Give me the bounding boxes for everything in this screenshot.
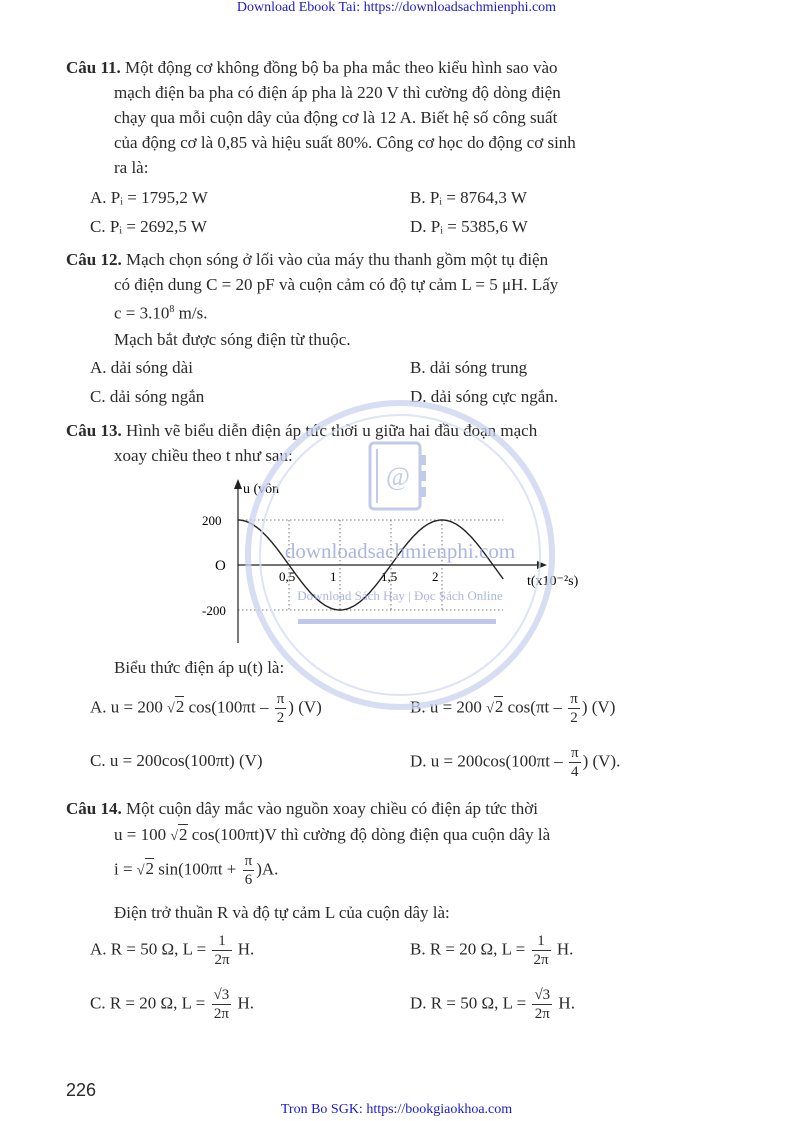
q14-line2-pre: u = 100 (114, 825, 171, 844)
page-number: 226 (66, 1080, 97, 1100)
q13-line2: xoay chiều theo t như sau: (114, 446, 293, 465)
y-tick-label-1: -200 (202, 603, 226, 618)
q14-line3-post: )A. (256, 859, 279, 879)
q11-label: Câu 11. (66, 58, 121, 77)
voltage-time-chart (195, 475, 615, 650)
q14-line2-sqrt-sign: √ (170, 829, 179, 844)
q13-d-frac (569, 744, 581, 781)
q13-d-den: 4 (571, 764, 579, 780)
q14-b-frac (532, 932, 551, 969)
q14-option-c (90, 986, 254, 1023)
q14-line3 (114, 852, 278, 889)
q13-b-mid: cos(πt – (503, 697, 567, 717)
q13-b-frac (568, 690, 580, 727)
q12-line3-b: m/s. (174, 303, 208, 323)
q12-line3-sup: 8 (169, 304, 175, 315)
q13-b-den: 2 (570, 710, 578, 726)
q14-a-pre: A. R = 50 Ω, L = (90, 939, 211, 959)
q14-c-num: √3 (213, 987, 230, 1003)
q13-a-pre: A. u = 200 (90, 697, 168, 717)
q13-d-num: π (571, 745, 579, 761)
q14-c-pre: C. R = 20 Ω, L = (90, 993, 210, 1013)
q13-line1 (66, 418, 537, 443)
q14-line4: Điện trở thuần R và độ tự cảm L của cuộn dây là: (114, 903, 450, 922)
q14-d-den: 2π (534, 1006, 550, 1022)
q11-line3: chạy qua mỗi cuộn dây của động cơ là 12 A. Biết hệ số công suất (114, 108, 558, 127)
q11-line1 (66, 55, 558, 80)
y-axis-arrow (234, 479, 242, 489)
q13-option-c: C. u = 200cos(100πt) (V) (90, 751, 263, 770)
q13-a-num: π (276, 691, 285, 707)
x-tick-label-2: 1,5 (381, 569, 398, 584)
q11-option-d: D. Pᵢ = 5385,6 W (410, 217, 528, 236)
q14-c-post: H. (233, 993, 255, 1013)
q14-b-pre: B. R = 20 Ω, L = (410, 939, 530, 959)
x-tick-label-0: 0,5 (279, 569, 296, 584)
q14-b-den: 2π (533, 952, 549, 968)
q14-c-den: 2π (213, 1006, 229, 1022)
q13-text1: Hình vẽ biểu diễn điện áp tức thời u giữa hai đầu đoạn mạch (125, 421, 538, 440)
q14-line2 (114, 822, 550, 849)
q11-line2: mạch điện ba pha có điện áp pha là 220 V thì cường độ dòng điện (114, 83, 561, 102)
q12-text1: Mạch chọn sóng ở lối vào của máy thu thanh gồm một tụ điện (125, 250, 549, 269)
q11-option-c: C. Pᵢ = 2692,5 W (90, 217, 207, 236)
x-tick-label-1: 1 (330, 569, 337, 584)
q14-text1: Một cuộn dây mắc vào nguồn xoay chiều có điện áp tức thời (125, 799, 538, 818)
q14-a-frac (212, 932, 231, 969)
q13-b-sqrt: 2 (494, 697, 504, 717)
q12-line3-a: c = 3.10 (114, 303, 170, 323)
q13-line3: Biểu thức điện áp u(t) là: (114, 658, 285, 677)
q14-b-num: 1 (532, 932, 551, 951)
q13-d-post: ) (V). (582, 751, 621, 771)
q12-line2: có điện dung C = 20 pF và cuộn cảm có độ tự cảm L = 5 μH. Lấy (114, 275, 559, 294)
q13-b-num: π (570, 691, 578, 707)
q14-a-den: 2π (214, 952, 230, 968)
q13-b-sqrt-sign: √ (486, 701, 494, 717)
footer-link[interactable]: Tron Bo SGK: https://bookgiaokhoa.com (280, 1102, 513, 1117)
q12-line3 (114, 297, 207, 326)
q12-option-b: B. dải sóng trung (410, 358, 528, 377)
q14-line3-sqrt: 2 (145, 859, 154, 879)
q14-line3-den: 6 (244, 872, 253, 888)
q14-line3-pre: i = (114, 859, 137, 879)
q14-line3-num: π (244, 853, 253, 869)
y-axis-label: u (vôn (243, 482, 280, 497)
q13-b-post: ) (V) (581, 697, 616, 717)
q14-label: Câu 14. (66, 799, 122, 818)
watermark-tagline: Download Sách Hay | Đọc Sách Online (297, 588, 503, 603)
q14-line1 (66, 796, 538, 821)
q13-option-d (410, 744, 620, 781)
q14-d-num: √3 (534, 987, 551, 1003)
q14-line3-sqrt-sign: √ (136, 863, 145, 879)
q13-a-den: 2 (276, 710, 285, 726)
q14-option-d (410, 986, 575, 1023)
q13-d-pre: D. u = 200cos(100πt – (410, 751, 567, 771)
q14-d-pre: D. R = 50 Ω, L = (410, 993, 531, 1013)
q14-line3-frac (243, 852, 255, 889)
q14-a-post: H. (233, 939, 255, 959)
q13-a-post: ) (V) (288, 697, 322, 717)
q13-label: Câu 13. (66, 421, 122, 440)
svg-text:@: @ (386, 462, 410, 491)
q14-line3-mid: sin(100πt + (154, 859, 241, 879)
q12-label: Câu 12. (66, 250, 122, 269)
header-link[interactable]: Download Ebook Tai: https://downloadsachmienphi.com (236, 0, 557, 15)
q12-option-a: A. dải sóng dài (90, 358, 193, 377)
q13-a-frac (275, 690, 287, 727)
q12-option-d: D. dải sóng cực ngắn. (410, 387, 559, 406)
x-tick-label-3: 2 (432, 569, 439, 584)
x-axis-label: t(x10⁻²s) (527, 574, 579, 589)
q11-option-b: B. Pᵢ = 8764,3 W (410, 188, 527, 207)
q14-line2-post: cos(100πt)V thì cường độ dòng điện qua cuộn dây là (187, 825, 551, 844)
q14-d-frac (532, 986, 552, 1023)
q14-option-a (90, 932, 254, 969)
q14-b-post: H. (552, 939, 574, 959)
q12-line4: Mạch bắt được sóng điện từ thuộc. (114, 330, 351, 349)
q14-d-post: H. (554, 993, 575, 1013)
q13-option-b (410, 690, 615, 727)
y-tick-label-0: 200 (202, 513, 222, 528)
q11-line4: của động cơ là 0,85 và hiệu suất 80%. Công cơ học do động cơ sinh (114, 133, 576, 152)
q11-option-a: A. Pᵢ = 1795,2 W (90, 188, 208, 207)
q11-text1: Một động cơ không đồng bộ ba pha mắc theo kiểu hình sao vào (125, 58, 558, 77)
watermark-site: downloadsachmienphi.com (284, 539, 516, 563)
q11-line5: ra là: (114, 158, 149, 177)
q14-line2-sqrt: 2 (179, 825, 188, 844)
q12-line1 (66, 247, 548, 272)
q13-b-pre: B. u = 200 (410, 697, 487, 717)
q14-option-b (410, 932, 573, 969)
q13-option-a (90, 690, 322, 727)
q12-option-c: C. dải sóng ngắn (90, 387, 205, 406)
q14-a-num: 1 (212, 932, 231, 951)
origin-label: O (215, 558, 226, 574)
q13-a-sqrt: 2 (175, 697, 185, 717)
q13-a-sqrt-sign: √ (167, 701, 175, 717)
x-axis-arrow (537, 561, 547, 569)
q13-a-mid: cos(100πt – (184, 697, 273, 717)
q14-c-frac (212, 986, 232, 1023)
